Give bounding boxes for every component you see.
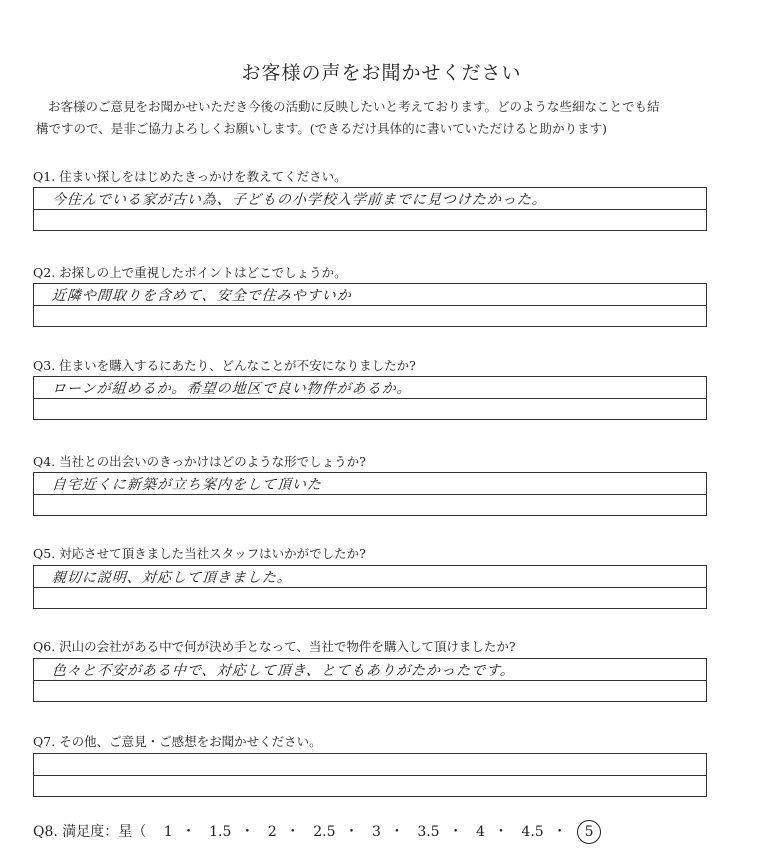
question-8-label: Q8. 満足度：星（: [33, 824, 147, 840]
answer-box-1[interactable]: [33, 187, 707, 231]
rating-separator: ・: [389, 824, 404, 840]
rating-separator: ・: [344, 824, 359, 840]
answer-box-2[interactable]: [33, 283, 707, 327]
question-3-label: Q3. 住まいを購入するにあたり、どんなことが不安になりましたか?: [33, 358, 416, 373]
rating-option[interactable]: 1: [163, 824, 173, 840]
answer-box-6[interactable]: [33, 658, 707, 702]
answer-4-text: 自宅近くに新築が立ち案内をして頂いた: [51, 477, 323, 493]
rating-option-selected[interactable]: 5: [577, 820, 601, 844]
page-title: お客様の声をお聞かせください: [241, 62, 522, 84]
rating-separator: ・: [448, 824, 463, 840]
answer-3-text: ローンが組めるか。希望の地区で良い物件があるか。: [51, 381, 413, 397]
answer-2-text: 近隣や間取りを含めて、安全で住みやすいか: [51, 288, 353, 304]
question-7-label: Q7. その他、ご意見・ご感想をお聞かせください。: [33, 734, 322, 749]
question-5-label: Q5. 対応させて頂きました当社スタッフはいかがでしたか?: [33, 546, 366, 561]
rating-option[interactable]: 2: [267, 824, 277, 840]
rating-separator: ・: [181, 824, 196, 840]
answer-divider: [34, 398, 706, 399]
rating-separator: ・: [493, 824, 508, 840]
rating-option[interactable]: 4.5: [521, 824, 544, 840]
question-2-label: Q2. お探しの上で重視したポイントはどこでしょうか。: [33, 265, 347, 280]
answer-divider: [34, 494, 706, 495]
question-1-label: Q1. 住まい探しをはじめたきっかけを教えてください。: [33, 169, 347, 184]
answer-box-3[interactable]: [33, 376, 707, 420]
answer-divider: [34, 587, 706, 588]
answer-box-5[interactable]: [33, 565, 707, 609]
intro-line-2: 構ですので、是非ご協力よろしくお願いします。(できるだけ具体的に書いていただけると助かります): [36, 121, 608, 136]
answer-5-text: 親切に説明、対応して頂きました。: [51, 570, 293, 586]
answer-box-7[interactable]: [33, 753, 707, 797]
question-4-label: Q4. 当社との出会いのきっかけはどのような形でしょうか?: [33, 454, 366, 469]
rating-option[interactable]: 3.5: [417, 824, 440, 840]
answer-divider: [34, 680, 706, 681]
rating-separator: ・: [240, 824, 255, 840]
satisfaction-rating: [33, 820, 601, 844]
question-6-label: Q6. 沢山の会社がある中で何が決め手となって、当社で物件を購入して頂けましたか?: [33, 639, 516, 654]
rating-option[interactable]: 2.5: [313, 824, 336, 840]
rating-separator: ・: [285, 824, 300, 840]
intro-line-1: お客様のご意見をお聞かせいただき今後の活動に反映したいと考えております。どのような些細なことでも結: [48, 99, 660, 114]
answer-divider: [34, 775, 706, 776]
rating-option[interactable]: 4: [476, 824, 485, 840]
rating-option[interactable]: 3: [371, 824, 381, 840]
answer-divider: [34, 209, 706, 210]
answer-box-4[interactable]: [33, 472, 707, 516]
answer-6-text: 色々と不安がある中で、対応して頂き、とてもありがたかったです。: [51, 663, 516, 679]
rating-separator: ・: [552, 824, 567, 840]
rating-option[interactable]: 1.5: [209, 824, 232, 840]
answer-1-text: 今住んでいる家が古い為、子どもの小学校入学前までに見つけたかった。: [51, 192, 548, 208]
answer-divider: [34, 305, 706, 306]
